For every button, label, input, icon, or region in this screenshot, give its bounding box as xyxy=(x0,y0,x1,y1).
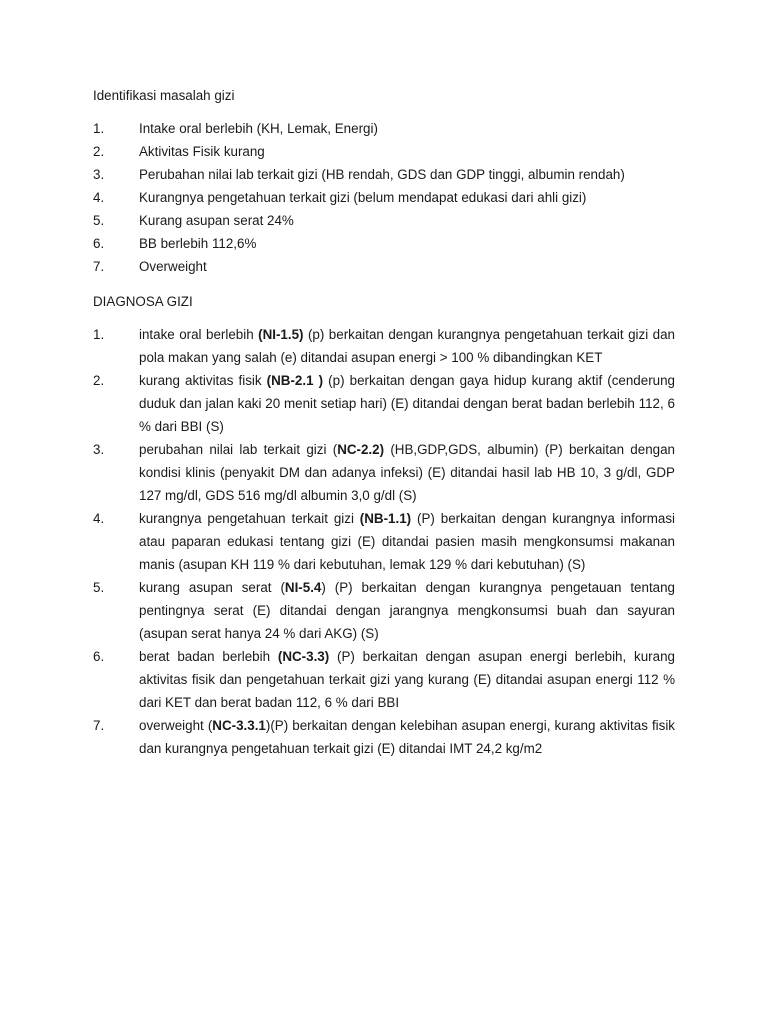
diagnosis-text: (P) berkaitan dengan kurangnya informasi atau paparan edukasi tentang gizi (E) ditandai pasien masih mengkonsumsi makanan manis (asupan KH 119 % dari kebutuhan, lemak 129 % dari kebutuhan) (S) xyxy=(139,511,675,572)
list-item-text: Kurang asupan serat 24% xyxy=(139,213,294,228)
list-item xyxy=(93,369,675,438)
list-item xyxy=(93,645,675,714)
list-number: 7. xyxy=(93,259,105,274)
list-item xyxy=(93,714,675,760)
section-heading-identifikasi: Identifikasi masalah gizi xyxy=(93,88,235,103)
diagnosis-text: kurang asupan serat ( xyxy=(139,580,285,595)
list-item xyxy=(93,140,675,163)
list-item-text xyxy=(139,645,675,714)
list-item-text: Overweight xyxy=(139,259,207,274)
problem-list xyxy=(93,117,675,278)
section-heading-diagnosa: DIAGNOSA GIZI xyxy=(93,294,193,309)
diagnosis-text: (p) berkaitan dengan gaya hidup kurang aktif (cenderung duduk dan jalan kaki 20 menit setiap hari) (E) ditandai dengan berat badan berlebih 112, 6 % dari BBI (S) xyxy=(139,373,675,434)
list-item xyxy=(93,576,675,645)
list-number: 4. xyxy=(93,511,105,526)
list-item-text: BB berlebih 112,6% xyxy=(139,236,257,251)
list-item xyxy=(93,255,675,278)
list-item-text xyxy=(139,369,675,438)
diagnosis-code: NC-3.3.1 xyxy=(212,718,266,733)
diagnosis-code: (NB-1.1) xyxy=(359,511,412,526)
list-item-text xyxy=(139,576,675,645)
list-number: 3. xyxy=(93,442,105,457)
list-number: 1. xyxy=(93,121,105,136)
diagnosis-text: kurang aktivitas fisik xyxy=(139,373,267,388)
list-number: 5. xyxy=(93,213,105,228)
list-item-text xyxy=(139,507,675,576)
diagnosis-code: NC-2.2) xyxy=(337,442,385,457)
list-item-text: Intake oral berlebih (KH, Lemak, Energi) xyxy=(139,121,378,136)
list-item xyxy=(93,209,675,232)
diagnosis-text: )(P) berkaitan dengan kelebihan asupan energi, kurang aktivitas fisik dan kurangnya pengetahuan terkait gizi (E) ditandai IMT 24,2 kg/m2 xyxy=(139,718,676,756)
diagnosis-text: (HB,GDP,GDS, albumin) (P) berkaitan dengan kondisi klinis (penyakit DM dan adanya infeksi) (E) ditandai hasil lab HB 10, 3 g/dl, GDP 127 mg/dl, GDS 516 mg/dl albumin 3,0 g/dl (S) xyxy=(139,442,675,503)
list-item-text xyxy=(139,323,675,369)
diagnosis-code: (NI-1.5) xyxy=(258,327,304,342)
list-number: 2. xyxy=(93,144,105,159)
list-number: 2. xyxy=(93,373,105,388)
list-item xyxy=(93,323,675,369)
list-item-text xyxy=(139,438,675,507)
list-item xyxy=(93,507,675,576)
list-item xyxy=(93,438,675,507)
list-item xyxy=(93,232,675,255)
list-item xyxy=(93,117,675,140)
list-number: 7. xyxy=(93,718,105,733)
list-number: 6. xyxy=(93,236,105,251)
list-number: 3. xyxy=(93,167,105,182)
diagnosis-code: NI-5.4 xyxy=(284,580,322,595)
diagnosis-text: (p) berkaitan dengan kurangnya pengetahuan terkait gizi dan pola makan yang salah (e) ditandai asupan energi > 100 % dibandingkan KET xyxy=(139,327,675,365)
diagnosis-text: berat badan berlebih xyxy=(139,649,278,664)
diagnosis-code: (NB-2.1 ) xyxy=(266,373,324,388)
list-item xyxy=(93,186,675,209)
list-item xyxy=(93,163,675,186)
list-item-text: Aktivitas Fisik kurang xyxy=(139,144,265,159)
list-number: 6. xyxy=(93,649,105,664)
diagnosis-text: (P) berkaitan dengan asupan energi berlebih, kurang aktivitas fisik dan pengetahuan terkait gizi yang kurang (E) ditandai asupan energi 112 % dari KET dan berat badan 112, 6 % dari BBI xyxy=(139,649,675,710)
list-number: 4. xyxy=(93,190,105,205)
diagnosis-text: overweight ( xyxy=(139,718,213,733)
document-page xyxy=(93,86,675,760)
list-number: 1. xyxy=(93,327,105,342)
diagnosis-text: kurangnya pengetahuan terkait gizi xyxy=(139,511,360,526)
list-item-text: Kurangnya pengetahuan terkait gizi (belum mendapat edukasi dari ahli gizi) xyxy=(139,190,587,205)
list-item-text xyxy=(139,714,675,760)
diagnosis-text: perubahan nilai lab terkait gizi ( xyxy=(139,442,338,457)
diagnosis-code: (NC-3.3) xyxy=(277,649,330,664)
list-item-text: Perubahan nilai lab terkait gizi (HB rendah, GDS dan GDP tinggi, albumin rendah) xyxy=(139,167,625,182)
diagnosis-list xyxy=(93,323,675,760)
diagnosis-text: intake oral berlebih xyxy=(139,327,259,342)
diagnosis-text: ) (P) berkaitan dengan kurangnya pengetauan tentang pentingnya serat (E) ditandai dengan jarangnya mengkonsumsi buah dan sayuran (asupan serat hanya 24 % dari AKG) (S) xyxy=(139,580,676,641)
list-number: 5. xyxy=(93,580,105,595)
